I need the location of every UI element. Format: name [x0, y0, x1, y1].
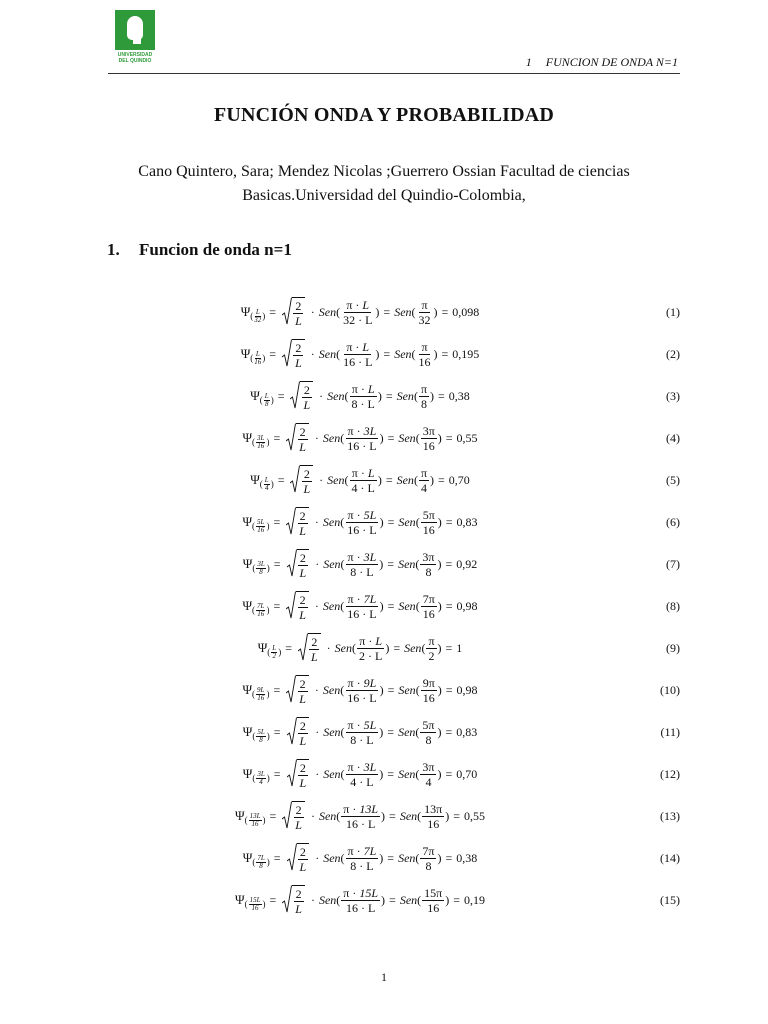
psi-symbol: Ψ: [242, 430, 253, 445]
psi-subscript: ( $\frac{15L}{16}$ ): [244, 895, 266, 912]
argument-denominator: 8 · L: [350, 564, 374, 579]
argument-denominator: 4 · L: [350, 774, 374, 789]
argument-denominator: 16 · L: [346, 816, 376, 831]
argument-multiplier: 7L: [363, 843, 377, 858]
subscript-denominator: 4: [265, 483, 269, 492]
simplified-denominator: 16: [418, 354, 431, 369]
argument-multiplier: 3L: [363, 549, 377, 564]
argument-denominator: 16 · L: [347, 690, 377, 705]
simplified-denominator: 32: [418, 312, 431, 327]
psi-symbol: Ψ: [240, 346, 251, 361]
sqrt-symbol: $\frac{2}{L}$: [286, 591, 309, 622]
argument-multiplier: 7L: [363, 591, 377, 606]
psi-subscript: ( $\frac{7L}{16}$ ): [252, 601, 270, 618]
psi-symbol: Ψ: [242, 766, 253, 781]
equation: Ψ ( $\frac{7L}{8}$ ) = $\frac{2}{L}$ · Sen ( $\frac{\pi \cdot 7L}{8 \cdot L}$ ) = Sen ( $\frac{7\pi}{8}$ ) = 0,38: [242, 843, 478, 874]
psi-subscript: ( $\frac{5L}{16}$ ): [252, 517, 270, 534]
sqrt-symbol: $\frac{2}{L}$: [287, 843, 310, 874]
psi-symbol: Ψ: [250, 472, 260, 487]
section-number: 1.: [107, 240, 120, 259]
psi-subscript: ( $\frac{L}{8}$ ): [259, 391, 274, 408]
equation-row: [100, 882, 680, 918]
sqrt-symbol: $\frac{2}{L}$: [287, 759, 310, 790]
equation-row: [100, 630, 680, 666]
sqrt-symbol: $\frac{2}{L}$: [282, 339, 305, 370]
logo-text: [112, 52, 158, 64]
equation-row: [100, 336, 680, 372]
equation-number: (11): [660, 724, 680, 739]
simplified-denominator: 4: [420, 480, 427, 495]
simplified-numerator: 5π: [422, 507, 435, 522]
equation: Ψ ( $\frac{L}{8}$ ) = $\frac{2}{L}$ · Sen ( $\frac{\pi \cdot L}{8 \cdot L}$ ) = Sen ( $\frac{\pi}{8}$ ) = 0,38: [250, 381, 470, 412]
subscript-numerator: 15L: [249, 895, 261, 904]
simplified-denominator: 16: [427, 816, 440, 831]
sqrt-symbol: $\frac{2}{L}$: [287, 549, 310, 580]
equation: Ψ ( $\frac{13L}{16}$ ) = $\frac{2}{L}$ · Sen ( $\frac{\pi \cdot 13L}{16 \cdot L}$ ) = Sen ( $\frac{13\pi}{16}$ ) = 0,55: [235, 801, 485, 832]
argument-multiplier: 5L: [363, 507, 377, 522]
argument-denominator: 4 · L: [351, 480, 375, 495]
psi-symbol: Ψ: [250, 388, 260, 403]
simplified-denominator: 16: [427, 900, 440, 915]
sqrt-symbol: $\frac{2}{L}$: [298, 633, 321, 664]
equation-number: (3): [666, 388, 680, 403]
subscript-denominator: 4: [259, 777, 263, 786]
simplified-denominator: 16: [422, 690, 435, 705]
equation-row: [100, 756, 680, 792]
argument-multiplier: 15L: [359, 885, 379, 900]
sqrt-symbol: $\frac{2}{L}$: [290, 381, 313, 412]
subscript-numerator: L: [264, 475, 269, 484]
argument-denominator: 8 · L: [351, 396, 375, 411]
subscript-numerator: 5L: [257, 517, 265, 526]
psi-symbol: Ψ: [242, 556, 253, 571]
subscript-denominator: 8: [265, 399, 269, 408]
argument-denominator: 16 · L: [347, 438, 377, 453]
equation-value: 0,98: [456, 598, 478, 613]
psi-subscript: ( $\frac{13L}{16}$ ): [244, 811, 266, 828]
subscript-numerator: 13L: [249, 811, 261, 820]
argument-multiplier: L: [375, 633, 383, 648]
subscript-denominator: 16: [257, 693, 265, 702]
psi-subscript: ( $\frac{L}{32}$ ): [250, 307, 266, 324]
psi-subscript: ( $\frac{3L}{4}$ ): [252, 769, 270, 786]
logo-line-2: DEL QUINDIO: [118, 58, 152, 64]
section-title: Funcion de onda n=1: [139, 240, 292, 259]
equation-value: 0,98: [456, 682, 478, 697]
equation-number: (15): [660, 892, 680, 907]
equation-value: 0,195: [452, 346, 480, 361]
equation: Ψ ( $\frac{L}{4}$ ) = $\frac{2}{L}$ · Sen ( $\frac{\pi \cdot L}{4 \cdot L}$ ) = Sen ( $\frac{\pi}{4}$ ) = 0,70: [250, 465, 470, 496]
simplified-numerator: 7π: [422, 591, 435, 606]
simplified-numerator: 9π: [422, 675, 435, 690]
argument-multiplier: 13L: [359, 801, 379, 816]
simplified-numerator: π: [421, 297, 428, 312]
running-head: [526, 55, 678, 70]
subscript-denominator: 16: [251, 819, 259, 828]
simplified-numerator: π: [428, 633, 435, 648]
sqrt-symbol: $\frac{2}{L}$: [287, 717, 310, 748]
simplified-denominator: 4: [425, 774, 432, 789]
psi-symbol: Ψ: [242, 724, 253, 739]
equation: Ψ ( $\frac{3L}{16}$ ) = $\frac{2}{L}$ · Sen ( $\frac{\pi \cdot 3L}{16 \cdot L}$ ) = Sen ( $\frac{3\pi}{16}$ ) = 0,55: [242, 423, 478, 454]
psi-subscript: ( $\frac{L}{2}$ ): [267, 643, 282, 660]
simplified-numerator: 15π: [424, 885, 443, 900]
subscript-denominator: 16: [257, 525, 265, 534]
argument-denominator: 32 · L: [343, 312, 373, 327]
equation: Ψ ( $\frac{3L}{8}$ ) = $\frac{2}{L}$ · Sen ( $\frac{\pi \cdot 3L}{8 \cdot L}$ ) = Sen ( $\frac{3\pi}{8}$ ) = 0,92: [242, 549, 478, 580]
psi-symbol: Ψ: [242, 514, 253, 529]
equation: Ψ ( $\frac{L}{16}$ ) = $\frac{2}{L}$ · Sen ( $\frac{\pi \cdot L}{16 \cdot L}$ ) = Sen ( $\frac{\pi}{16}$ ) = 0,195: [240, 339, 480, 370]
equation-row: [100, 672, 680, 708]
psi-subscript: ( $\frac{3L}{8}$ ): [252, 559, 270, 576]
equation-number: (14): [660, 850, 680, 865]
simplified-denominator: 16: [422, 438, 435, 453]
subscript-denominator: 8: [259, 861, 263, 870]
equation: Ψ ( $\frac{5L}{16}$ ) = $\frac{2}{L}$ · Sen ( $\frac{\pi \cdot 5L}{16 \cdot L}$ ) = Sen ( $\frac{5\pi}{16}$ ) = 0,83: [242, 507, 478, 538]
argument-multiplier: L: [367, 381, 375, 396]
equation: Ψ ( $\frac{L}{2}$ ) = $\frac{2}{L}$ · Sen ( $\frac{\pi \cdot L}{2 \cdot L}$ ) = Sen ( $\frac{\pi}{2}$ ) = 1: [257, 633, 463, 664]
psi-symbol: Ψ: [235, 808, 245, 823]
equation-number: (10): [660, 682, 680, 697]
sqrt-symbol: $\frac{2}{L}$: [282, 297, 305, 328]
subscript-denominator: 2: [272, 651, 276, 660]
subscript-numerator: 7L: [257, 601, 265, 610]
university-logo: [112, 10, 158, 66]
simplified-denominator: 8: [425, 564, 432, 579]
argument-denominator: 8 · L: [350, 732, 374, 747]
simplified-numerator: π: [421, 339, 428, 354]
equation-value: 0,38: [456, 850, 478, 865]
subscript-numerator: 5L: [257, 727, 265, 736]
subscript-denominator: 32: [254, 315, 262, 324]
psi-symbol: Ψ: [242, 850, 253, 865]
equation-number: (1): [666, 304, 680, 319]
simplified-numerator: 3π: [422, 423, 435, 438]
equation: Ψ ( $\frac{7L}{16}$ ) = $\frac{2}{L}$ · Sen ( $\frac{\pi \cdot 7L}{16 \cdot L}$ ) = Sen ( $\frac{7\pi}{16}$ ) = 0,98: [242, 591, 478, 622]
equation-row: [100, 420, 680, 456]
equation-value: 0,70: [456, 766, 478, 781]
equation-number: (8): [666, 598, 680, 613]
subscript-numerator: L: [264, 391, 269, 400]
psi-subscript: ( $\frac{L}{4}$ ): [259, 475, 274, 492]
equation: Ψ ( $\frac{5L}{8}$ ) = $\frac{2}{L}$ · Sen ( $\frac{\pi \cdot 5L}{8 \cdot L}$ ) = Sen ( $\frac{5\pi}{8}$ ) = 0,83: [242, 717, 478, 748]
equation-row: [100, 714, 680, 750]
equation-number: (5): [666, 472, 680, 487]
equation-value: 0,83: [456, 514, 478, 529]
equation-value: 0,70: [448, 472, 470, 487]
equation-row: [100, 504, 680, 540]
subscript-denominator: 16: [251, 903, 259, 912]
psi-subscript: ( $\frac{9L}{16}$ ): [252, 685, 270, 702]
argument-denominator: 16 · L: [347, 522, 377, 537]
equation: Ψ ( $\frac{9L}{16}$ ) = $\frac{2}{L}$ · Sen ( $\frac{\pi \cdot 9L}{16 \cdot L}$ ) = Sen ( $\frac{9\pi}{16}$ ) = 0,98: [242, 675, 478, 706]
equation-number: (12): [660, 766, 680, 781]
sqrt-symbol: $\frac{2}{L}$: [282, 885, 305, 916]
logo-line-1: UNIVERSIDAD: [117, 52, 153, 58]
equation-number: (6): [666, 514, 680, 529]
psi-symbol: Ψ: [242, 598, 253, 613]
psi-subscript: ( $\frac{L}{16}$ ): [250, 349, 266, 366]
subscript-numerator: 3L: [257, 433, 265, 442]
subscript-denominator: 8: [259, 735, 263, 744]
simplified-denominator: 16: [422, 606, 435, 621]
equation: Ψ ( $\frac{L}{32}$ ) = $\frac{2}{L}$ · Sen ( $\frac{\pi \cdot L}{32 \cdot L}$ ) = Sen ( $\frac{\pi}{32}$ ) = 0,098: [240, 297, 480, 328]
argument-multiplier: L: [362, 339, 370, 354]
equation-value: 0,38: [448, 388, 470, 403]
equation-number: (2): [666, 346, 680, 361]
equation-row: [100, 378, 680, 414]
subscript-denominator: 8: [259, 567, 263, 576]
psi-subscript: ( $\frac{3L}{16}$ ): [252, 433, 270, 450]
simplified-denominator: 8: [425, 858, 432, 873]
simplified-numerator: 13π: [424, 801, 443, 816]
simplified-numerator: 3π: [422, 549, 435, 564]
psi-subscript: ( $\frac{5L}{8}$ ): [252, 727, 270, 744]
subscript-denominator: 16: [257, 441, 265, 450]
equation-value: 1: [456, 640, 463, 655]
psi-subscript: ( $\frac{7L}{8}$ ): [252, 853, 270, 870]
equation-value: 0,55: [456, 430, 478, 445]
simplified-denominator: 8: [425, 732, 432, 747]
simplified-numerator: π: [420, 465, 427, 480]
subscript-denominator: 16: [254, 357, 262, 366]
sqrt-symbol: $\frac{2}{L}$: [282, 801, 305, 832]
simplified-numerator: π: [420, 381, 427, 396]
equation-value: 0,19: [464, 892, 485, 907]
argument-denominator: 8 · L: [350, 858, 374, 873]
subscript-numerator: L: [255, 307, 260, 316]
psi-symbol: Ψ: [257, 640, 268, 655]
simplified-denominator: 8: [420, 396, 427, 411]
equation-row: [100, 462, 680, 498]
simplified-denominator: 16: [422, 522, 435, 537]
equation: Ψ ( $\frac{15L}{16}$ ) = $\frac{2}{L}$ · Sen ( $\frac{\pi \cdot 15L}{16 \cdot L}$ ) = Sen ( $\frac{15\pi}{16}$ ) = 0,19: [235, 885, 485, 916]
logo-q-icon: [115, 10, 155, 50]
argument-multiplier: L: [367, 465, 375, 480]
subscript-numerator: 9L: [257, 685, 265, 694]
argument-multiplier: 3L: [363, 423, 377, 438]
equation-row: [100, 588, 680, 624]
argument-multiplier: 5L: [363, 717, 377, 732]
subscript-denominator: 16: [257, 609, 265, 618]
subscript-numerator: 3L: [257, 769, 265, 778]
equation-value: 0,098: [452, 304, 480, 319]
equation-value: 0,55: [464, 808, 485, 823]
simplified-denominator: 2: [428, 648, 435, 663]
argument-multiplier: L: [362, 297, 370, 312]
sqrt-symbol: $\frac{2}{L}$: [286, 675, 309, 706]
section-heading: [107, 240, 292, 260]
subscript-numerator: 3L: [257, 559, 265, 568]
equation-number: (7): [666, 556, 680, 571]
argument-denominator: 16 · L: [347, 606, 377, 621]
psi-symbol: Ψ: [240, 304, 251, 319]
equation-number: (13): [660, 808, 680, 823]
sqrt-symbol: $\frac{2}{L}$: [286, 507, 309, 538]
psi-symbol: Ψ: [242, 682, 253, 697]
simplified-numerator: 5π: [422, 717, 435, 732]
running-head-text: FUNCION DE ONDA N=1: [545, 55, 678, 69]
subscript-numerator: L: [255, 349, 260, 358]
psi-symbol: Ψ: [235, 892, 245, 907]
subscript-numerator: 7L: [257, 853, 265, 862]
page-number: 1: [381, 970, 387, 984]
equation-number: (4): [666, 430, 680, 445]
running-head-number: 1: [525, 55, 532, 69]
equation-value: 0,92: [456, 556, 478, 571]
subscript-numerator: L: [272, 643, 277, 652]
equation-row: [100, 798, 680, 834]
authors: Cano Quintero, Sara; Mendez Nicolas ;Guerrero Ossian Facultad de ciencias Basicas.Universidad del Quindio-Colombia,: [138, 163, 630, 204]
argument-denominator: 16 · L: [343, 354, 373, 369]
argument-denominator: 16 · L: [346, 900, 376, 915]
equation-row: [100, 294, 680, 330]
equation: Ψ ( $\frac{3L}{4}$ ) = $\frac{2}{L}$ · Sen ( $\frac{\pi \cdot 3L}{4 \cdot L}$ ) = Sen ( $\frac{3\pi}{4}$ ) = 0,70: [242, 759, 478, 790]
simplified-numerator: 7π: [422, 843, 435, 858]
sqrt-symbol: $\frac{2}{L}$: [290, 465, 313, 496]
paper-title: FUNCIÓN ONDA Y PROBABILIDAD: [213, 104, 555, 126]
argument-multiplier: 3L: [363, 759, 377, 774]
equation-row: [100, 546, 680, 582]
equation-number: (9): [666, 640, 680, 655]
argument-denominator: 2 · L: [359, 648, 383, 663]
equation-value: 0,83: [456, 724, 478, 739]
simplified-numerator: 3π: [422, 759, 435, 774]
equation-row: [100, 840, 680, 876]
sqrt-symbol: $\frac{2}{L}$: [286, 423, 309, 454]
argument-multiplier: 9L: [363, 675, 377, 690]
header-rule: [108, 73, 680, 74]
